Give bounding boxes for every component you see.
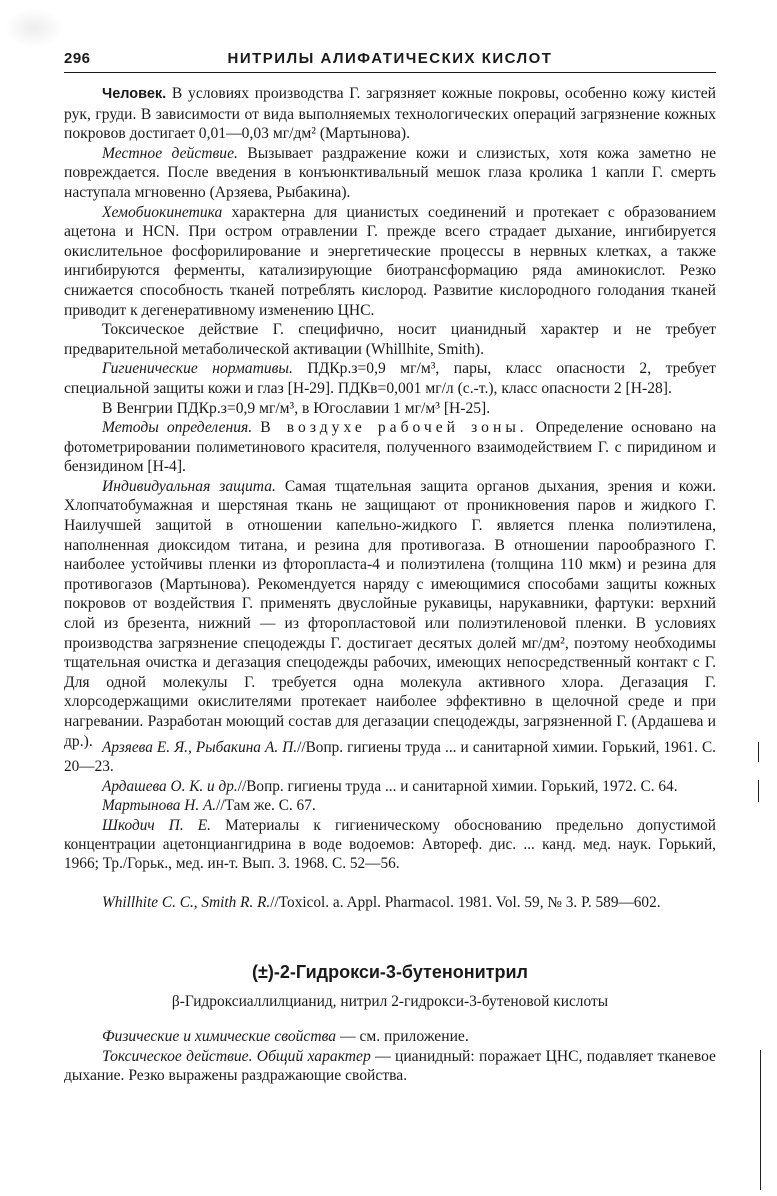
paragraph-heading: Индивидуальная защита. bbox=[102, 477, 276, 495]
paragraph-text: Токсическое действие Г. специфично, носит цианидный характер и не требует предварительной метаболической активации (Whillhite, Smith). bbox=[64, 321, 716, 358]
reference-text: Материалы к гигиеническому обоснованию предельно допустимой концентрации ацетонциангидрина в воде водоемов: Автореф. дис. ... канд. мед. наук. Горький, 1966; Тр./Горьк., мед. ин-т. Вып. 3. 1968. С. 52—56. bbox=[64, 816, 716, 873]
references bbox=[64, 738, 716, 912]
scan-smudge bbox=[4, 8, 64, 48]
article-body bbox=[64, 1027, 716, 1086]
reference bbox=[64, 777, 716, 796]
paragraph bbox=[64, 144, 716, 203]
paragraph-heading: Гигиенические нормативы. bbox=[102, 360, 293, 378]
reference-text: //Toxicol. a. Appl. Pharmacol. 1981. Vol. 59, № 3. P. 589—602. bbox=[270, 893, 661, 911]
paragraph bbox=[64, 399, 716, 419]
paragraph-text: В Венгрии ПДКр.з=0,9 мг/м³, в Югославии 1 мг/м³ [Н-25]. bbox=[102, 399, 491, 417]
reference-text: //Вопр. гигиены труда ... и санитарной химии. Горький, 1972. С. 64. bbox=[237, 777, 678, 795]
running-title: НИТРИЛЫ АЛИФАТИЧЕСКИХ КИСЛОТ bbox=[227, 50, 553, 67]
paragraph-lead: Человек. bbox=[102, 86, 167, 102]
reference-authors: Whillhite C. C., Smith R. R. bbox=[102, 893, 271, 911]
paragraph-heading: Физические и химические свойства bbox=[102, 1028, 337, 1045]
reference bbox=[64, 738, 716, 777]
spaced-subheading: В воздухе рабочей зоны. bbox=[260, 419, 528, 437]
page-header bbox=[64, 50, 716, 73]
paragraph-text: Вызывает раздражение кожи и слизистых, хотя кожа заметно не повреждается. После введения в конъюнктивальный мешок глаза кролика 1 капли Г. смерть наступала мгновенно (Арзяева, Рыбакина). bbox=[64, 144, 716, 201]
reference-authors: Шкодич П. Е. bbox=[102, 816, 211, 834]
paragraph-heading: Методы определения. bbox=[102, 419, 253, 437]
reference-text: //Вопр. гигиены труда ... и санитарной химии. Горький, 1961. С. 20—23. bbox=[64, 739, 716, 776]
paragraph bbox=[64, 359, 716, 398]
paragraph bbox=[64, 320, 716, 359]
reference bbox=[64, 816, 716, 874]
reference-authors: Мартынова Н. А. bbox=[102, 797, 217, 815]
paragraph-text: Самая тщательная защита органов дыхания, зрения и кожи. Хлопчатобумажная и шерстяная ткань не защищают от проникновения паров и жидкого Г. Наилучшей защитой в отношении капельно-жидкого Г. является пленка полиэтилена, наполненная диоксидом титана, и резина для противогаза. В отношении парообразного Г. наиболее устойчивы пленки из фторопласта-4 и полиэтилена (толщина 110 мкм) и резина для противогазов (Мартынова). Рекомендуется наряду с имеющимися способами защиты кожных покровов от воздействия Г. применять двуслойные рукавицы, нарукавники, фартуки: верхний слой из брезента, нижний — из фторопластовой или полиэтиленовой пленки. В условиях производства загрязнение спецодежды Г. достигает десятых долей мг/дм², поэтому необходимы тщательная очистка и дегазация спецодежды рабочих, имеющих непосредственный контакт с Г. Для одной молекулы Г. требуется одна молекула активного хлора. Дегазация Г. хлорсодержащими окислителями протекает наиболее эффективно в щелочной среде и при нагревании. Разработан моющий состав для дегазации спецодежды, загрязненной Г. (Ардашева и др.). bbox=[64, 477, 717, 750]
paragraph bbox=[64, 418, 716, 477]
article-title: (±)-2-Гидрокси-3-бутенонитрил bbox=[251, 962, 528, 982]
paragraph-text: В условиях производства Г. загрязняет кожные покровы, особенно кожу кистей рук, груди. В зависимости от вида выполняемых технологических операций загрязнение кожных покровов достигает 0,01—0,03 мг/дм² (Мартынова). bbox=[64, 85, 716, 143]
paragraph bbox=[64, 1027, 716, 1047]
reference bbox=[64, 796, 716, 815]
reference-authors: Ардашева О. К. и др. bbox=[102, 777, 238, 795]
paragraph-text: ПДКр.з=0,9 мг/м³, пары, класс опасности 2, требует специальной защиты кожи и глаз [Н-29]. ПДКв=0,001 мг/л (с.-т.), класс опасности 2 [Н-28]. bbox=[64, 360, 716, 397]
paragraph-heading: Местное действие. bbox=[102, 144, 238, 162]
paragraph bbox=[64, 203, 716, 321]
main-text bbox=[64, 84, 716, 751]
reference-authors: Арзяева Е. Я., Рыбакина А. П. bbox=[102, 739, 298, 756]
paragraph-heading: Токсическое действие. Общий характер bbox=[102, 1047, 371, 1065]
scan-edge-mark bbox=[758, 742, 759, 762]
reference-gap bbox=[64, 874, 716, 893]
paragraph-text: — цианидный: поражает ЦНС, подавляет тканевое дыхание. Резко выражены раздражающие свойства. bbox=[64, 1047, 716, 1085]
reference-foreign bbox=[64, 893, 716, 912]
page-number: 296 bbox=[64, 50, 91, 67]
paragraph bbox=[64, 477, 716, 751]
scan-edge-mark bbox=[760, 1050, 761, 1190]
paragraph-heading: Хемобиокинетика bbox=[102, 203, 223, 221]
article-subtitle: β-Гидроксиаллилцианид, нитрил 2-гидрокси-3-бутеновой кислоты bbox=[171, 993, 609, 1010]
reference-text: //Там же. С. 67. bbox=[216, 797, 316, 815]
scan-edge-mark bbox=[758, 780, 759, 802]
paragraph bbox=[64, 84, 716, 144]
paragraph bbox=[64, 1047, 716, 1086]
paragraph-text: характерна для цианистых соединений и протекает с образованием ацетона и HCN. При остром отравлении Г. прежде всего страдает дыхание, ингибируется окислительное фосфорилирование и энергетические процессы в нервных клетках, а также ингибируются ферменты, катализирующие биотрансформацию ряда аминокислот. Резко снижается способность тканей потреблять кислород. Развитие кислородного голодания тканей приводит к дегенеративному изменению ЦНС. bbox=[64, 203, 716, 319]
paragraph-text: Определение основано на фотометрировании полиметинового красителя, полученного взаимодействием Г. с пиридином и бензидином [Н-4]. bbox=[64, 419, 716, 476]
paragraph-text: — см. приложение. bbox=[336, 1028, 469, 1045]
